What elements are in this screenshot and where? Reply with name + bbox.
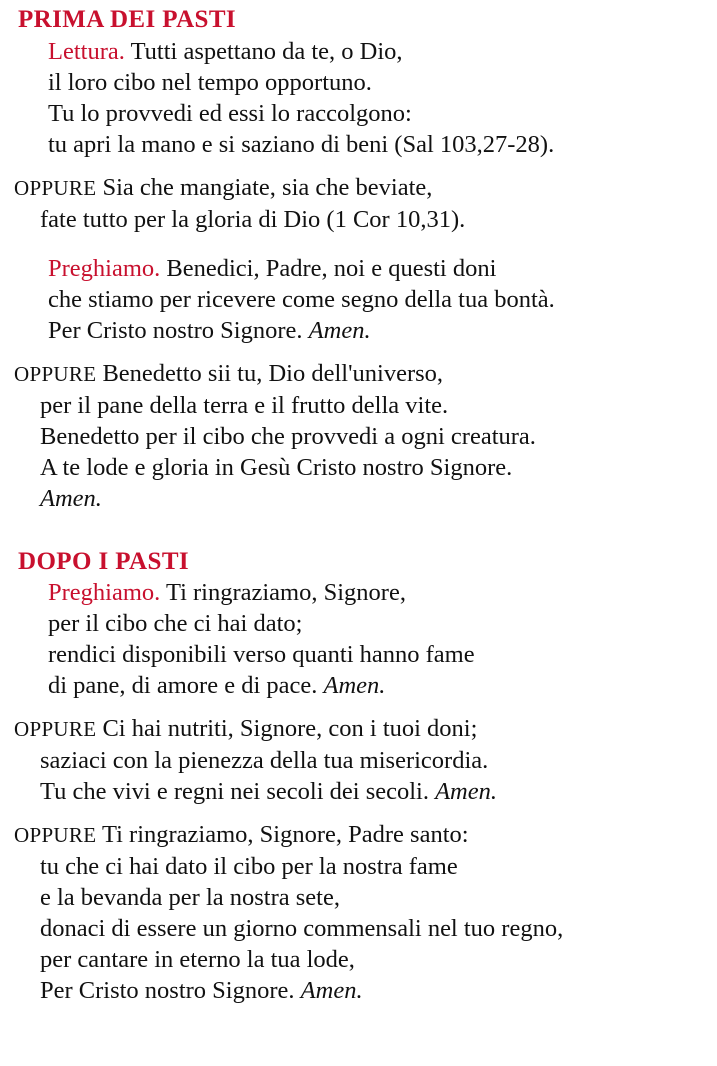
oppure-label: OPPURE — [14, 361, 97, 386]
prayer-block-lettura — [48, 36, 707, 160]
prayer-line: per il pane della terra e il frutto della vite. — [40, 391, 449, 419]
prayer-line — [14, 172, 707, 204]
section-heading-prima-dei-pasti: PRIMA DEI PASTI — [18, 6, 237, 33]
prayer-block-oppure-3 — [14, 713, 707, 807]
prayer-line: di pane, di amore e di pace. Amen. — [48, 672, 386, 699]
prayer-line — [48, 36, 707, 67]
prayer-block-preghiamo-2 — [48, 577, 707, 701]
prayer-line: donaci di essere un giorno commensali nel tuo regno, — [40, 915, 564, 942]
prayer-line: rendici disponibili verso quanti hanno fame — [48, 641, 475, 668]
rubric-preghiamo: Preghiamo. — [48, 579, 161, 606]
prayer-line — [14, 358, 707, 390]
prayer-line: tu che ci hai dato il cibo per la nostra fame — [40, 853, 458, 880]
amen-text: Amen. — [435, 778, 498, 805]
prayer-line: Benedetto per il cibo che provvedi a ogni creatura. — [40, 422, 536, 450]
prayer-block-oppure-1 — [14, 172, 707, 235]
spacer — [14, 350, 707, 358]
prayer-text: Sia che mangiate, sia che beviate, — [102, 173, 433, 201]
rubric-lettura: Lettura. — [48, 37, 125, 65]
amen-text: Amen. — [308, 316, 371, 344]
amen-text: Amen. — [323, 672, 386, 699]
amen-text: Amen. — [40, 484, 102, 512]
prayer-text: Benedetto sii tu, Dio dell'universo, — [102, 359, 444, 387]
prayer-line — [48, 577, 707, 608]
prayer-line: che stiamo per ricevere come segno della tua bontà. — [48, 285, 555, 313]
prayer-line: per cantare in eterno la tua lode, — [40, 946, 355, 973]
prayer-line — [48, 253, 707, 284]
spacer — [14, 239, 707, 253]
prayer-line: saziaci con la pienezza della tua misericordia. — [40, 747, 489, 774]
prayer-line: Per Cristo nostro Signore. Amen. — [40, 977, 363, 1004]
prayer-block-oppure-4 — [14, 819, 707, 1006]
prayer-line: il loro cibo nel tempo opportuno. — [48, 68, 372, 96]
oppure-label: OPPURE — [14, 175, 97, 200]
rubric-preghiamo: Preghiamo. — [48, 254, 161, 282]
oppure-label: OPPURE — [14, 717, 97, 741]
prayer-text: Ci hai nutriti, Signore, con i tuoi doni; — [102, 715, 478, 742]
spacer — [14, 811, 707, 819]
prayer-text: Ti ringraziamo, Signore, Padre santo: — [102, 821, 469, 848]
prayer-text: Ti ringraziamo, Signore, — [165, 579, 406, 606]
prayer-line: Tu che vivi e regni nei secoli dei secoli. Amen. — [40, 778, 498, 805]
prayer-line — [14, 819, 707, 851]
prayer-line: fate tutto per la gloria di Dio (1 Cor 10,31). — [40, 205, 466, 233]
prayer-line: A te lode e gloria in Gesù Cristo nostro Signore. — [40, 453, 513, 481]
prayer-line: per il cibo che ci hai dato; — [48, 610, 303, 637]
prayer-block-preghiamo-1 — [48, 253, 707, 346]
spacer — [14, 705, 707, 713]
prayer-line: Tu lo provvedi ed essi lo raccolgono: — [48, 99, 412, 127]
prayer-text: Benedici, Padre, noi e questi doni — [166, 254, 497, 282]
prayer-line: Per Cristo nostro Signore. Amen. — [48, 316, 371, 344]
prayer-line: e la bevanda per la nostra sete, — [40, 884, 340, 911]
prayer-block-oppure-2 — [14, 358, 707, 514]
prayer-text: Tutti aspettano da te, o Dio, — [130, 37, 403, 65]
prayer-line — [14, 713, 707, 745]
prayer-line: tu apri la mano e si saziano di beni (Sal 103,27-28). — [48, 130, 555, 158]
amen-text: Amen. — [300, 977, 363, 1004]
oppure-label: OPPURE — [14, 823, 97, 847]
section-heading-dopo-i-pasti: DOPO I PASTI — [18, 547, 190, 575]
spacer — [14, 164, 707, 172]
